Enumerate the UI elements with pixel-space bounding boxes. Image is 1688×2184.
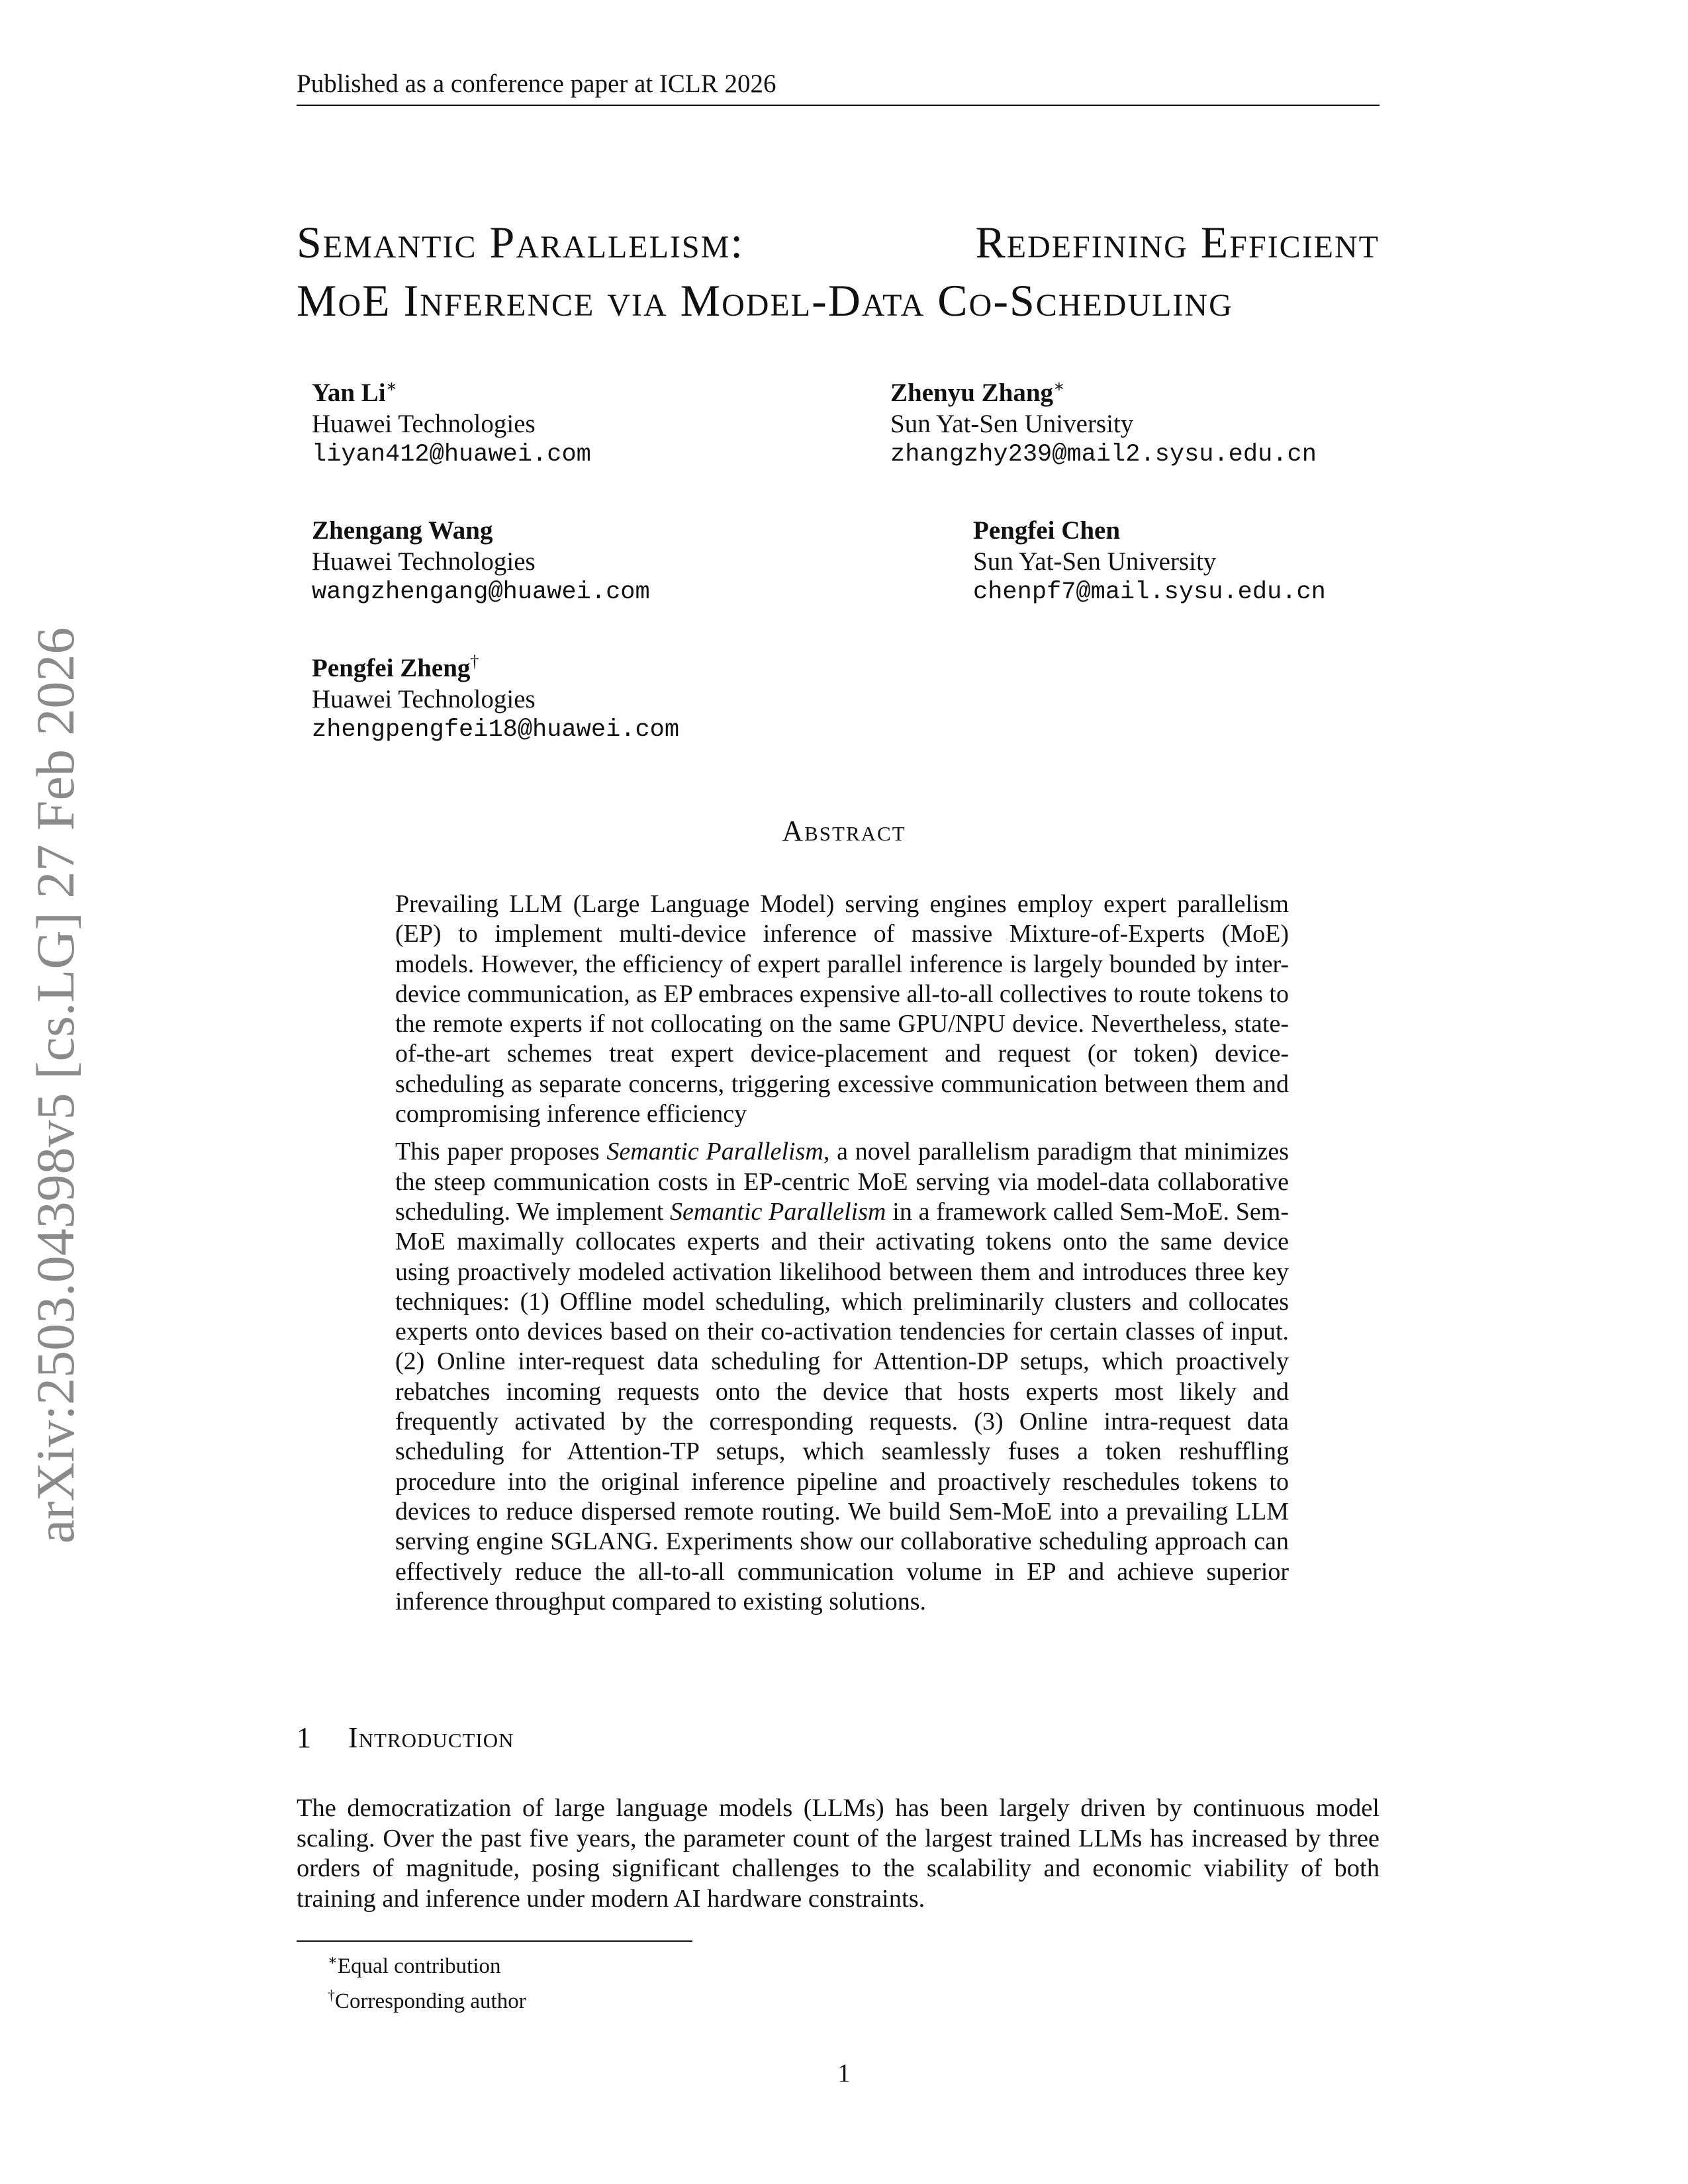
- author-email[interactable]: zhengpengfei18@huawei.com: [312, 716, 680, 744]
- intro-paragraph: The democratization of large language models (LLMs) has been largely driven by continuous model scaling. Over the past five years, the parameter count of the largest trained LLMs has increased by three orders of magnitude, posing significant challenges to the scalability and economic viability of both training and inference under modern AI hardware constraints.: [297, 1794, 1380, 1913]
- author-mark: ∗: [1053, 377, 1065, 396]
- author-name: Pengfei Chen: [973, 516, 1121, 545]
- abstract-heading: Abstract: [782, 815, 906, 847]
- author-mark: †: [470, 652, 479, 671]
- footnote-rule: [297, 1940, 692, 1942]
- arxiv-stamp: arXiv:2503.04398v5 [cs.LG] 27 Feb 2026: [25, 627, 85, 1544]
- title-line2: MoE Inference via Model-Data Co-Scheduling: [297, 275, 1233, 326]
- author-affiliation: Huawei Technologies: [312, 410, 536, 438]
- author-block: [312, 646, 679, 746]
- page-number: 1: [837, 2059, 851, 2087]
- author-block: [973, 508, 1326, 608]
- section-number: 1: [297, 1721, 312, 1754]
- author-affiliation: Huawei Technologies: [312, 547, 536, 576]
- author-block: [312, 371, 591, 471]
- author-affiliation: Sun Yat-Sen University: [973, 547, 1217, 576]
- author-block: [890, 371, 1317, 471]
- author-mark: ∗: [385, 377, 398, 396]
- paper-title: [297, 213, 1380, 330]
- author-name: Zhenyu Zhang: [890, 379, 1054, 407]
- author-name: Pengfei Zheng: [312, 654, 471, 682]
- author-affiliation: Sun Yat-Sen University: [890, 410, 1134, 438]
- footnote: ∗Equal contribution: [328, 1952, 501, 1978]
- abstract-body: [395, 889, 1289, 1625]
- author-affiliation: Huawei Technologies: [312, 685, 536, 713]
- author-name: Zhengang Wang: [312, 516, 493, 545]
- section-title: Introduction: [348, 1721, 514, 1754]
- author-name: Yan Li: [312, 379, 386, 407]
- author-email[interactable]: liyan412@huawei.com: [312, 441, 591, 469]
- author-email[interactable]: chenpf7@mail.sysu.edu.cn: [973, 578, 1326, 606]
- section-heading: [297, 1721, 514, 1754]
- abstract-paragraph-1: Prevailing LLM (Large Language Model) serving engines employ expert parallelism (EP) to implement multi-device inference of massive Mixture-of-Experts (MoE) models. However, the efficiency of expert parallel inference is largely bounded by inter-device communication, as EP embraces expensive all-to-all collectives to route tokens to the remote experts if not collocating on the same GPU/NPU device. Nevertheless, state-of-the-art schemes treat expert device-placement and request (or token) device-scheduling as separate concerns, triggering excessive communication between them and compromising inference efficiency: [395, 890, 1289, 1128]
- abstract-paragraph-2: This paper proposes Semantic Parallelism, a novel parallelism paradigm that minimizes the steep communication costs in EP-centric MoE serving via model-data collaborative scheduling. We implement Semantic Parallelism in a framework called Sem-MoE. Sem-MoE maximally collocates experts and their activating tokens onto the same device using proactively modeled activation likelihood between them and introduces three key techniques: (1) Offline model scheduling, which preliminarily clusters and collocates experts onto devices based on their co-activation tendencies for certain classes of input. (2) Online inter-request data scheduling for Attention-DP setups, which proactively rebatches incoming requests onto the device that hosts experts most likely and frequently activated by the corresponding requests. (3) Online intra-request data scheduling for Attention-TP setups, which seamlessly fuses a token reshuffling procedure into the original inference pipeline and proactively reschedules tokens to devices to reduce dispersed remote routing. We build Sem-MoE into a prevailing LLM serving engine SGLANG. Experiments show our collaborative scheduling approach can effectively reduce the all-to-all communication volume in EP and achieve superior inference throughput compared to existing solutions.: [395, 1138, 1289, 1615]
- author-block: [312, 508, 650, 608]
- author-email[interactable]: wangzhengang@huawei.com: [312, 578, 650, 606]
- running-header: Published as a conference paper at ICLR 2026: [297, 69, 1380, 106]
- author-email[interactable]: zhangzhy239@mail2.sysu.edu.cn: [890, 441, 1317, 469]
- footnotes: [328, 1946, 526, 2016]
- title-line1-part2: Redefining Efficient: [975, 217, 1380, 267]
- footnote: †Corresponding author: [328, 1987, 526, 2013]
- title-line1-part1: Semantic Parallelism:: [297, 217, 745, 267]
